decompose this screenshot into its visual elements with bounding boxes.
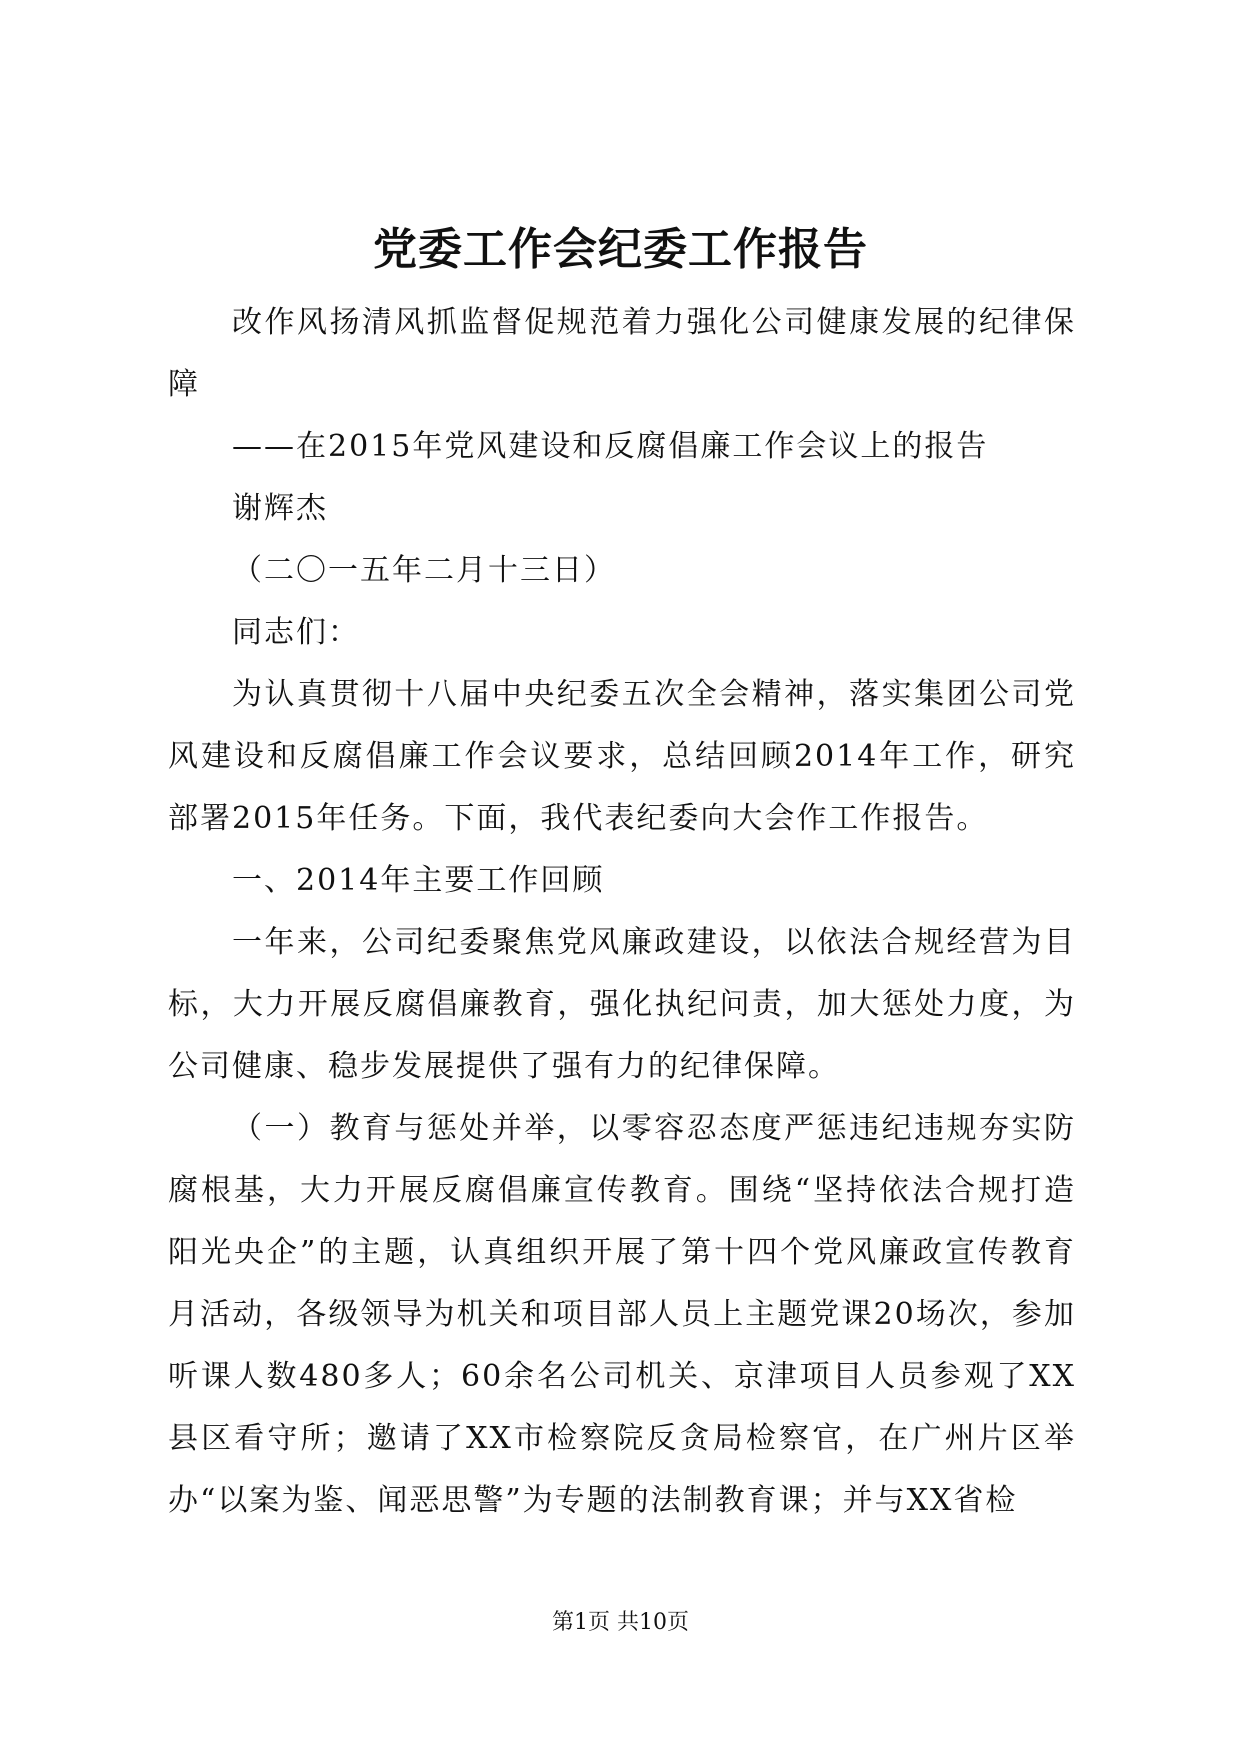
- author-name: 谢辉杰: [232, 491, 328, 526]
- salutation: 同志们：: [232, 615, 360, 650]
- page-footer: 第1页 共10页: [552, 1610, 689, 1635]
- body-paragraph: （一）教育与惩处并举，以零容忍态度严惩违纪违规夯实防腐根基，大力开展反腐倡廉宣传教育。围绕“坚持依法合规打造阳光央企”的主题，认真组织开展了第十四个党风廉政宣传教育月活动，各级领导为机关和项目部人员上主题党课20场次，参加听课人数480多人；60余名公司机关、京津项目人员参观了XX县区看守所；邀请了XX市检察院反贪局检察官，在广州片区举办“以案为鉴、闻恶思警”为专题的法制教育课；并与XX省检: [168, 1111, 1076, 1518]
- report-date: （二〇一五年二月十三日）: [232, 553, 616, 588]
- subtitle-occasion: ——在2015年党风建设和反腐倡廉工作会议上的报告: [232, 429, 989, 464]
- subtitle-paragraph: 改作风扬清风抓监督促规范着力强化公司健康发展的纪律保障: [168, 305, 1076, 402]
- intro-paragraph: 为认真贯彻十八届中央纪委五次全会精神，落实集团公司党风建设和反腐倡廉工作会议要求，总结回顾2014年工作，研究部署2015年任务。下面，我代表纪委向大会作工作报告。: [168, 677, 1076, 836]
- document-title: 党委工作会纪委工作报告: [373, 224, 868, 275]
- section-heading: 一、2014年主要工作回顾: [232, 863, 605, 898]
- body-paragraph: 一年来，公司纪委聚焦党风廉政建设，以依法合规经营为目标，大力开展反腐倡廉教育，强化执纪问责，加大惩处力度，为公司健康、稳步发展提供了强有力的纪律保障。: [168, 925, 1076, 1084]
- document-body: [168, 292, 1076, 1532]
